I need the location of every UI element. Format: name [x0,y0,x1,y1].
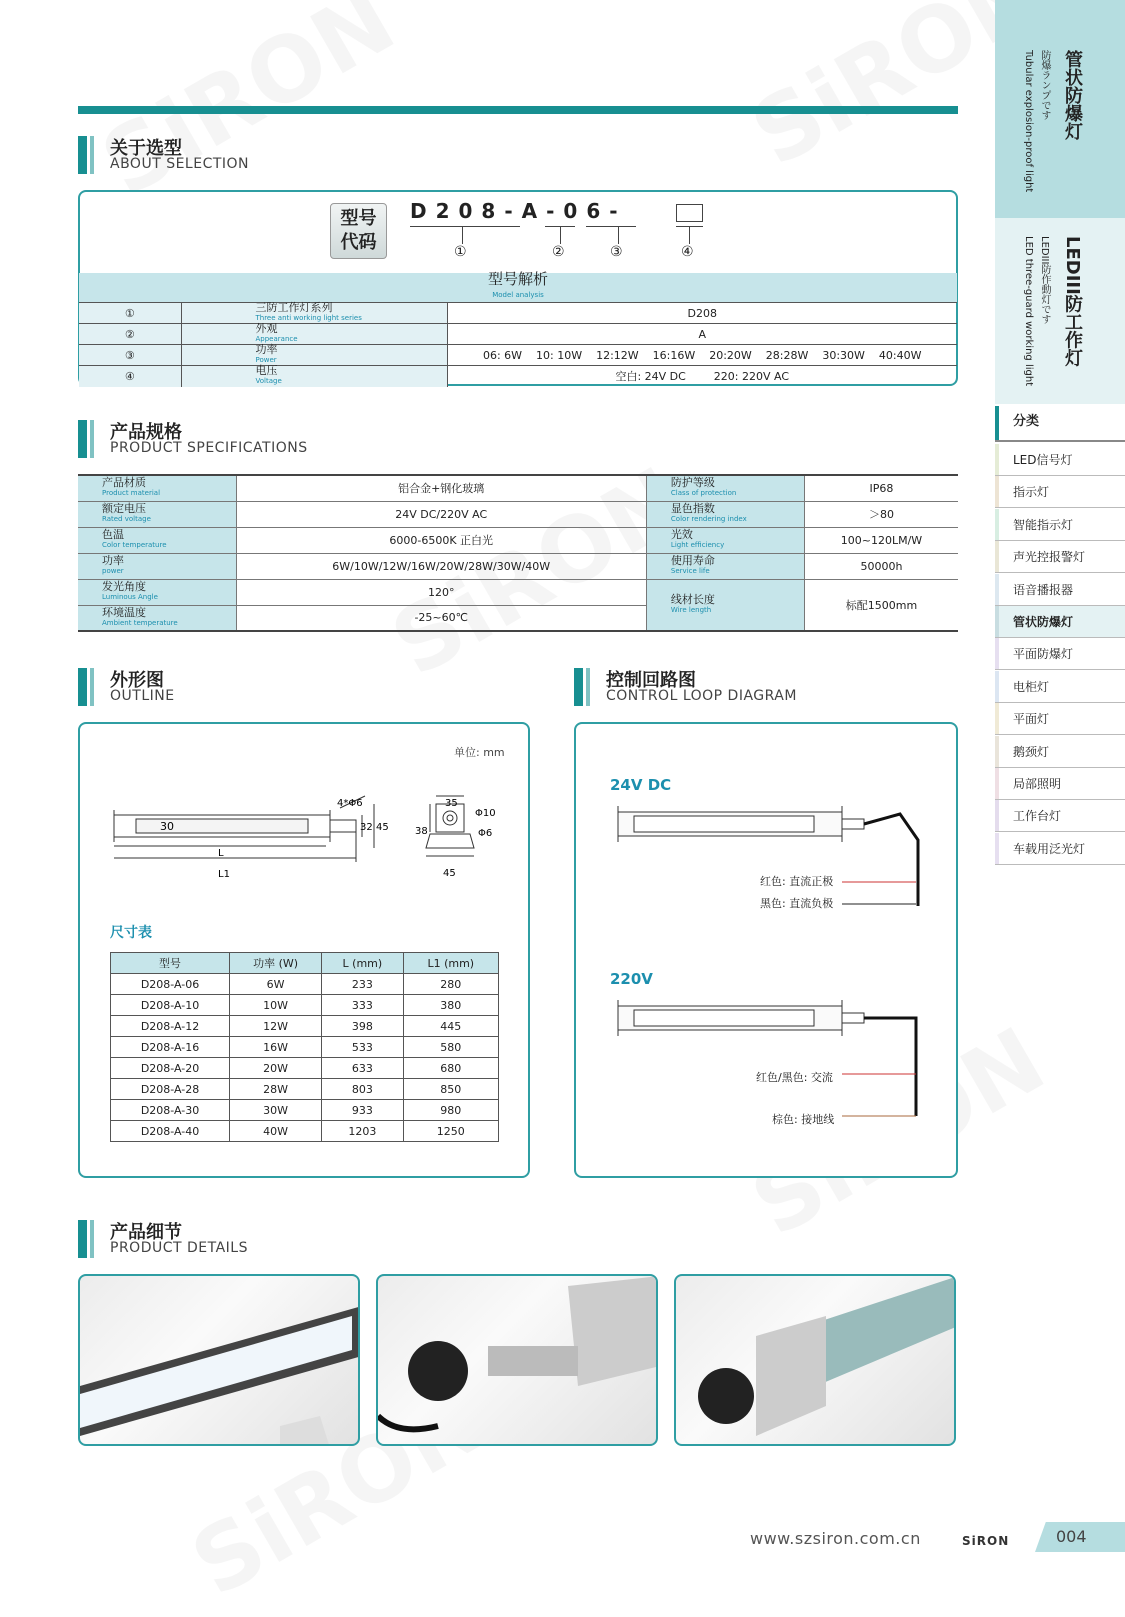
table-row: D208-A-16 16W 533 580 [111,1037,499,1058]
sidebar-cat2-jp: LEDIII防作動灯です [1039,236,1050,325]
dc-black-label: 黑色: 直流负极 [760,897,834,910]
sidebar-item[interactable]: 鹅颈灯 [995,736,1125,768]
dim-38: 38 [415,826,428,837]
sidebar-cat2-title: LEDIII防工作灯 [1062,236,1083,367]
model-code-string: D208-A-06- [410,199,627,223]
sidebar-cat1-title: 管状防爆灯 [1062,50,1083,140]
dimension-table-title: 尺寸表 [110,925,152,941]
dc-red-label: 红色: 直流正极 [760,875,834,888]
sidebar-item[interactable]: 平面防爆灯 [995,638,1125,670]
dimension-table: 型号 功率 (W) L (mm) L1 (mm) D208-A-06 6W 233 280 D208-A-10 10W 333 380 D208-A-12 12W 398 445 D208-A-16 16W 533 580 D208-A-20 20W 633 680 D208-A-28 28W 803 850 D208-A-30 30W 933 980 D208-A-40 40W 1203 1250 [110,952,499,1142]
table-row: 色温 Color temperature 6000-6500K 正白光 光效 Light efficiency 100~120LM/W [78,527,958,553]
table-row: 发光角度 Luminous Angle 120° 线材长度 Wire length 标配1500mm [78,579,958,605]
table-row: ③ 功率 Power 06: 6W 10: 10W 12:12W 16:16W 20:20W 28:28W 30:30W 40:40W [79,345,957,366]
table-row: ② 外观 Appearance A [79,324,957,345]
dim-phi10: Φ10 [475,808,496,819]
dim-45: 45 [443,868,456,879]
ac-wiring-diagram [610,994,930,1134]
sidebar-item[interactable]: 电柜灯 [995,671,1125,703]
sidebar-item[interactable]: 指示灯 [995,476,1125,508]
product-photo-3 [674,1274,956,1446]
sidebar-item[interactable]: LED信号灯 [995,444,1125,476]
specifications-table [78,474,958,632]
sidebar-item[interactable]: 声光控报警灯 [995,541,1125,573]
table-row: 功率 power 6W/10W/12W/16W/20W/28W/30W/40W 使用寿命 Service life 50000h [78,553,958,579]
table-row: D208-A-06 6W 233 280 [111,974,499,995]
callout-4: ④ [681,244,694,260]
sidebar-item[interactable]: 工作台灯 [995,800,1125,832]
table-row: D208-A-40 40W 1203 1250 [111,1121,499,1142]
table-row: ① 三防工作灯系列 Three anti working light series D208 [79,303,957,324]
product-photo-2 [376,1274,658,1446]
ac-brown-label: 棕色: 接地线 [772,1113,835,1126]
dim-height-32: 32 [360,822,373,833]
sidebar-cat2-en: LED three-guard working light [1023,236,1034,387]
model-code-badge: 型号 代码 [330,203,387,259]
sidebar-item[interactable]: 平面灯 [995,703,1125,735]
sidebar-item[interactable]: 语音播报器 [995,574,1125,606]
product-photo-1 [78,1274,360,1446]
sidebar-item[interactable]: 管状防爆灯 [995,606,1125,638]
ac-redblack-label: 红色/黑色: 交流 [756,1071,833,1084]
footer-url[interactable]: www.szsiron.com.cn [750,1529,921,1548]
table-row: D208-A-12 12W 398 445 [111,1016,499,1037]
model-analysis-table: 型号解析 Model analysis ① 三防工作灯系列 Three anti working light series D208 ② 外观 Appearance A ③ 功率 Power 06: 6W 10: 10W 12:12W 16:16W 20:20W 28:28W 30:30W 40:40W ④ 电压 Voltage 空白: 24V DC 220: 220V AC [79,273,957,387]
dim-width-30: 30 [160,820,174,833]
model-code-blank-box [676,204,703,222]
dim-height-45: 45 [376,822,389,833]
header-rule [78,106,958,114]
dim-holes: 4*Φ6 [337,798,363,809]
dim-phi6: Φ6 [478,828,493,839]
sidebar-item[interactable]: 局部照明 [995,768,1125,800]
dim-L: L [218,848,224,859]
table-row: D208-A-10 10W 333 380 [111,995,499,1016]
page-number: 004 [1056,1527,1087,1546]
dim-35: 35 [445,798,458,809]
dc-title: 24V DC [610,776,672,794]
table-row: D208-A-28 28W 803 850 [111,1079,499,1100]
callout-3: ③ [610,244,623,260]
table-row: 产品材质 Product material 铝合金+钢化玻璃 防护等级 Class of protection IP68 [78,475,958,501]
dim-L1: L1 [218,869,230,880]
sidebar-item[interactable]: 智能指示灯 [995,509,1125,541]
sidebar-category-header: 分类 [995,406,1125,442]
unit-label: 单位: mm [454,746,505,759]
table-row: D208-A-30 30W 933 980 [111,1100,499,1121]
sidebar-item[interactable]: 车载用泛光灯 [995,833,1125,865]
sidebar-cat1-en: Tubular explosion-proof light [1023,50,1034,193]
table-row: 额定电压 Rated voltage 24V DC/220V AC 显色指数 Color rendering index ＞80 [78,501,958,527]
sidebar-cat1-jp: 防爆ランプです [1039,50,1050,120]
table-row: 环境温度 Ambient temperature -25~60℃ [78,605,958,631]
ac-title: 220V [610,970,653,988]
outline-drawing [100,790,520,890]
table-row: D208-A-20 20W 633 680 [111,1058,499,1079]
table-row: ④ 电压 Voltage 空白: 24V DC 220: 220V AC [79,366,957,387]
footer-brand-logo: SiRON [962,1534,1010,1548]
callout-2: ② [552,244,565,260]
callout-1: ① [454,244,467,260]
